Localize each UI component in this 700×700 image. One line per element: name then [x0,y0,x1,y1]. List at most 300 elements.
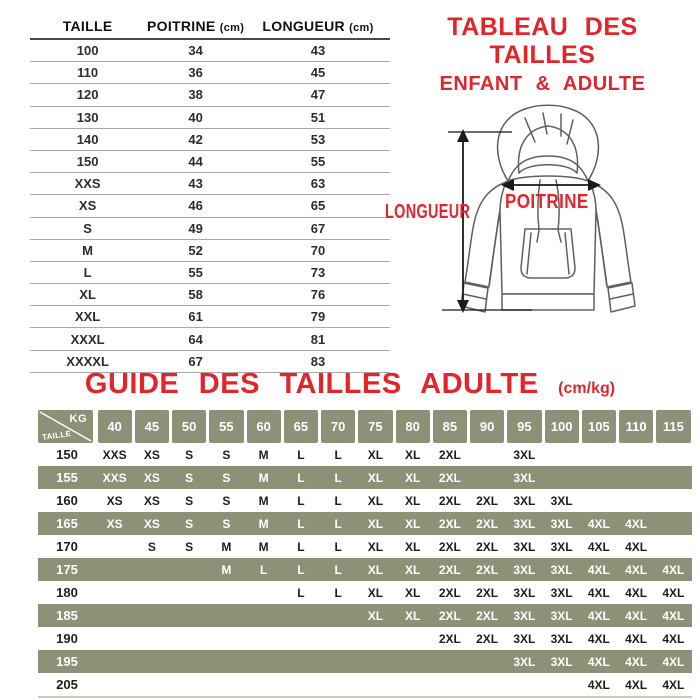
weight-header-cell: 65 [284,410,318,443]
size-cell [655,466,692,489]
size-table-cell: 76 [310,287,326,303]
size-cell [282,604,319,627]
weight-header-cell: 50 [172,410,206,443]
column-header-longueur [246,18,390,34]
height-label: 150 [56,447,78,462]
size-cell [133,673,170,696]
size-cell: S [222,516,231,531]
size-cell [96,627,133,650]
size-cell: 3XL [513,470,536,485]
size-cell: S [185,539,194,554]
size-table-row [30,218,390,240]
size-table-cell: 79 [310,309,326,325]
size-cell [543,466,580,489]
size-cell: 4XL [662,585,685,600]
weight-header-cell: 85 [433,410,467,443]
size-table-cell: XXS [74,176,101,192]
size-cell: 3XL [513,585,536,600]
size-cell [208,650,245,673]
size-cell [96,604,133,627]
size-table-row [30,84,390,106]
size-cell [320,673,357,696]
weight-header-cell: 90 [470,410,504,443]
size-table-cell: 67 [188,353,203,369]
size-cell: 4XL [662,562,685,577]
size-cell: S [222,493,231,508]
size-table-row [30,240,390,262]
size-table-cell: 46 [188,198,203,214]
size-table-cell: 81 [310,331,326,347]
size-cell: M [258,470,269,485]
size-cell: 4XL [587,539,610,554]
size-table-row [30,62,390,84]
size-cell: L [334,585,342,600]
size-table-row [30,284,390,306]
weight-header-cell: 95 [507,410,541,443]
size-table-cell: 55 [310,154,326,170]
size-cell: 4XL [625,516,648,531]
size-cell: M [258,493,269,508]
size-cell: 3XL [513,447,536,462]
size-cell: 2XL [438,493,461,508]
size-cell: 4XL [587,631,610,646]
length-label: LONGUEUR [385,201,471,223]
size-cell [580,466,617,489]
size-cell: 3XL [513,654,536,669]
size-table-cell: 120 [76,87,99,103]
size-table-cell: 36 [188,65,203,81]
guide-title [0,368,700,401]
size-table-cell: 51 [310,109,326,125]
size-cell: L [297,562,305,577]
size-cell: 2XL [438,585,461,600]
size-cell: 4XL [587,654,610,669]
size-table-cell: 100 [76,43,99,59]
hoodie-diagram [385,92,695,332]
size-cell [133,627,170,650]
size-cell: XL [404,447,421,462]
measurement-table [30,14,390,373]
size-cell: 4XL [587,585,610,600]
size-cell: L [334,447,342,462]
guide-row [38,581,692,604]
size-cell: XXS [102,447,127,462]
size-table-cell: 49 [188,220,203,236]
size-table-cell: 45 [310,65,326,81]
size-cell [431,673,468,696]
size-cell: XL [404,493,421,508]
size-cell: 4XL [662,654,685,669]
height-label: 165 [56,516,78,531]
corner-cell [38,410,93,443]
size-table-row [30,40,390,62]
size-cell [469,466,506,489]
size-table-cell: XXL [74,309,101,325]
size-table-row [30,151,390,173]
page-title-line1: TABLEAU DES TAILLES [447,13,638,69]
height-label: 175 [56,562,78,577]
corner-taille-label: TAILLE [41,429,72,442]
size-cell: 3XL [550,631,573,646]
size-cell: XL [404,470,421,485]
size-cell [357,627,394,650]
size-cell [96,535,133,558]
size-cell: 2XL [438,631,461,646]
size-cell [208,604,245,627]
size-cell [618,443,655,466]
size-cell: 3XL [550,562,573,577]
size-table-cell: 63 [310,176,326,192]
size-cell [245,581,282,604]
size-table-row [30,107,390,129]
size-cell [282,627,319,650]
size-table-cell: 58 [188,287,203,303]
measurement-table-header [30,14,390,40]
size-cell: 2XL [438,516,461,531]
size-cell [618,489,655,512]
size-table-cell: 73 [310,264,326,280]
size-cell [543,443,580,466]
column-header-label: POITRINE [147,18,216,34]
size-cell: XL [367,470,384,485]
size-cell: XL [404,608,421,623]
size-cell: S [222,447,231,462]
weight-header-cell: 100 [545,410,579,443]
size-table-cell: XXXXL [66,353,109,369]
size-cell [171,604,208,627]
guide-bottom-rule [38,696,692,698]
size-cell: M [221,539,232,554]
size-cell [431,650,468,673]
size-cell: XS [143,470,160,485]
size-cell [171,558,208,581]
size-cell: L [297,493,305,508]
size-cell: 2XL [438,608,461,623]
size-cell: 3XL [550,654,573,669]
size-cell [96,581,133,604]
size-cell: L [334,562,342,577]
size-cell: XS [106,516,123,531]
size-cell: M [258,516,269,531]
size-cell [580,443,617,466]
size-table-cell: XXXL [70,331,105,347]
size-cell: XL [367,493,384,508]
size-cell: 4XL [587,562,610,577]
size-cell [96,558,133,581]
size-table-cell: 64 [188,331,203,347]
size-table-row [30,173,390,195]
size-cell [245,627,282,650]
weight-header-cell: 105 [582,410,616,443]
height-label: 170 [56,539,78,554]
weight-header-cell: 60 [247,410,281,443]
size-cell [171,627,208,650]
size-cell [469,650,506,673]
size-cell: XL [367,447,384,462]
size-cell: S [185,470,194,485]
size-cell: XL [404,516,421,531]
size-cell [96,650,133,673]
size-cell: 4XL [625,539,648,554]
size-table-cell: 67 [310,220,326,236]
size-cell: 4XL [587,677,610,692]
size-cell: 2XL [476,539,499,554]
size-cell: XS [143,447,160,462]
size-cell [282,650,319,673]
guide-row [38,627,692,650]
size-cell: 3XL [513,608,536,623]
size-cell: XXS [102,470,127,485]
column-header-unit: (cm) [349,22,374,34]
size-cell [96,673,133,696]
size-cell: 4XL [662,677,685,692]
page-title-line2: ENFANT & ADULTE [439,73,646,95]
weight-header-cell: 110 [619,410,653,443]
guide-title-unit: (cm/kg) [558,380,616,397]
guide-row [38,673,692,696]
size-table-cell: XS [78,198,97,214]
size-cell: 4XL [662,631,685,646]
guide-row [38,443,692,466]
size-cell: 3XL [550,493,573,508]
size-cell: 4XL [587,516,610,531]
size-cell: 3XL [550,539,573,554]
size-table-cell: 70 [310,242,326,258]
height-label: 190 [56,631,78,646]
size-cell [394,673,431,696]
size-cell [394,627,431,650]
size-cell [580,489,617,512]
page-title [390,14,695,95]
size-cell: XL [367,516,384,531]
guide-row [38,489,692,512]
size-table-cell: 40 [188,109,203,125]
size-table-cell: 44 [188,154,203,170]
size-cell: 4XL [587,608,610,623]
size-cell: 2XL [438,539,461,554]
size-table-row [30,262,390,284]
size-cell [133,604,170,627]
guide-row [38,604,692,627]
size-table-cell: 65 [310,198,326,214]
guide-row [38,466,692,489]
size-table-cell: XL [79,287,96,303]
size-cell: 3XL [550,585,573,600]
size-cell [469,673,506,696]
size-table-cell: 34 [188,43,203,59]
guide-row [38,535,692,558]
size-cell [543,673,580,696]
size-cell [208,673,245,696]
size-cell: 2XL [476,608,499,623]
weight-header-cell: 80 [396,410,430,443]
size-cell [133,581,170,604]
size-cell: L [334,516,342,531]
size-table-cell: 52 [188,242,203,258]
size-cell: S [147,539,156,554]
size-table-cell: S [83,220,92,236]
size-cell: 4XL [625,562,648,577]
size-cell: S [222,470,231,485]
size-cell: 3XL [550,516,573,531]
size-cell: 4XL [625,677,648,692]
size-cell: 2XL [438,447,461,462]
size-table-cell: 42 [188,131,203,147]
measurement-table-body [30,40,390,373]
size-cell [320,604,357,627]
size-cell [133,558,170,581]
column-header-poitrine [145,18,246,34]
size-cell: 3XL [513,493,536,508]
guide-body [38,443,692,696]
size-table-cell: 150 [76,154,99,170]
size-cell: 2XL [476,585,499,600]
size-cell: L [297,539,305,554]
size-cell [357,650,394,673]
size-cell: XL [367,562,384,577]
size-cell [357,673,394,696]
size-table-cell: 47 [310,87,326,103]
size-cell [655,489,692,512]
size-cell: 4XL [625,631,648,646]
size-cell [506,673,543,696]
height-label: 180 [56,585,78,600]
size-cell: M [258,447,269,462]
column-header-taille [30,18,145,34]
size-cell: XS [143,493,160,508]
size-cell: S [185,516,194,531]
guide-title-text: GUIDE DES TAILLES ADULTE [84,368,539,400]
height-label: 155 [56,470,78,485]
size-cell: L [297,470,305,485]
size-cell [320,650,357,673]
size-cell [282,673,319,696]
size-cell: XL [404,585,421,600]
size-cell: XL [404,539,421,554]
size-cell: XS [106,493,123,508]
column-header-label: TAILLE [62,18,113,34]
size-table-cell: 140 [76,131,99,147]
size-cell [618,466,655,489]
size-cell [655,512,692,535]
weight-header-cell: 75 [358,410,392,443]
size-cell: L [259,562,268,577]
size-cell [469,443,506,466]
size-table-cell: 53 [310,131,326,147]
size-table-row [30,328,390,350]
size-cell: L [297,585,305,600]
size-cell: L [334,493,342,508]
corner-kg-label: KG [69,413,87,425]
size-cell [171,673,208,696]
size-cell: 3XL [513,631,536,646]
size-cell [245,604,282,627]
size-table-row [30,306,390,328]
size-table-cell: 110 [77,65,99,81]
size-cell [655,535,692,558]
size-cell: S [185,447,194,462]
size-table-row [30,195,390,217]
size-cell [655,443,692,466]
size-table-cell: L [83,264,92,280]
size-cell: XL [404,562,421,577]
size-cell: L [334,539,342,554]
size-cell [171,581,208,604]
size-cell: 2XL [438,470,461,485]
size-cell: 3XL [513,562,536,577]
size-cell: 3XL [550,608,573,623]
size-cell: 4XL [662,608,685,623]
size-table-cell: 83 [310,353,326,369]
height-label: 160 [56,493,78,508]
size-cell [245,650,282,673]
column-header-label: LONGUEUR [262,18,345,34]
height-label: 205 [56,677,78,692]
guide-row [38,558,692,581]
weight-header-cell: 115 [656,410,690,443]
size-cell: L [297,447,305,462]
size-table-row [30,129,390,151]
chest-label: POITRINE [505,191,589,213]
size-cell [133,650,170,673]
size-table-cell: 55 [188,264,203,280]
height-label: 185 [56,608,78,623]
size-cell: L [334,470,342,485]
weight-header-cell: 45 [135,410,169,443]
size-cell: 2XL [438,562,461,577]
size-cell: 2XL [476,493,499,508]
size-cell [394,650,431,673]
size-cell: 3XL [513,516,536,531]
size-cell: XL [367,608,384,623]
size-cell: XS [143,516,160,531]
size-table-cell: 61 [188,309,203,325]
size-cell: 4XL [625,585,648,600]
guide-row [38,650,692,673]
column-header-unit: (cm) [219,22,245,34]
size-cell [208,581,245,604]
size-cell: XL [367,585,384,600]
size-table-cell: M [82,242,94,258]
size-table-cell: 43 [188,176,203,192]
weight-header-cell: 40 [98,410,132,443]
size-table-cell: 43 [310,43,326,59]
guide-header-row [38,410,692,443]
size-cell: XL [367,539,384,554]
size-cell: S [185,493,194,508]
weight-header-cell: 70 [321,410,355,443]
size-cell: 2XL [476,516,499,531]
size-cell: L [297,516,305,531]
height-label: 195 [56,654,78,669]
size-cell: 2XL [476,562,499,577]
size-table-cell: 38 [188,87,203,103]
size-cell: M [221,562,232,577]
size-cell: M [258,539,269,554]
size-table-cell: 130 [76,109,99,125]
weight-header-cell: 55 [209,410,243,443]
size-cell: 4XL [625,608,648,623]
guide-row [38,512,692,535]
size-cell [245,673,282,696]
size-cell: 3XL [513,539,536,554]
size-cell [171,650,208,673]
size-cell [320,627,357,650]
size-cell: 2XL [476,631,499,646]
size-cell: 4XL [625,654,648,669]
adult-size-guide-table [38,410,692,698]
size-cell [208,627,245,650]
